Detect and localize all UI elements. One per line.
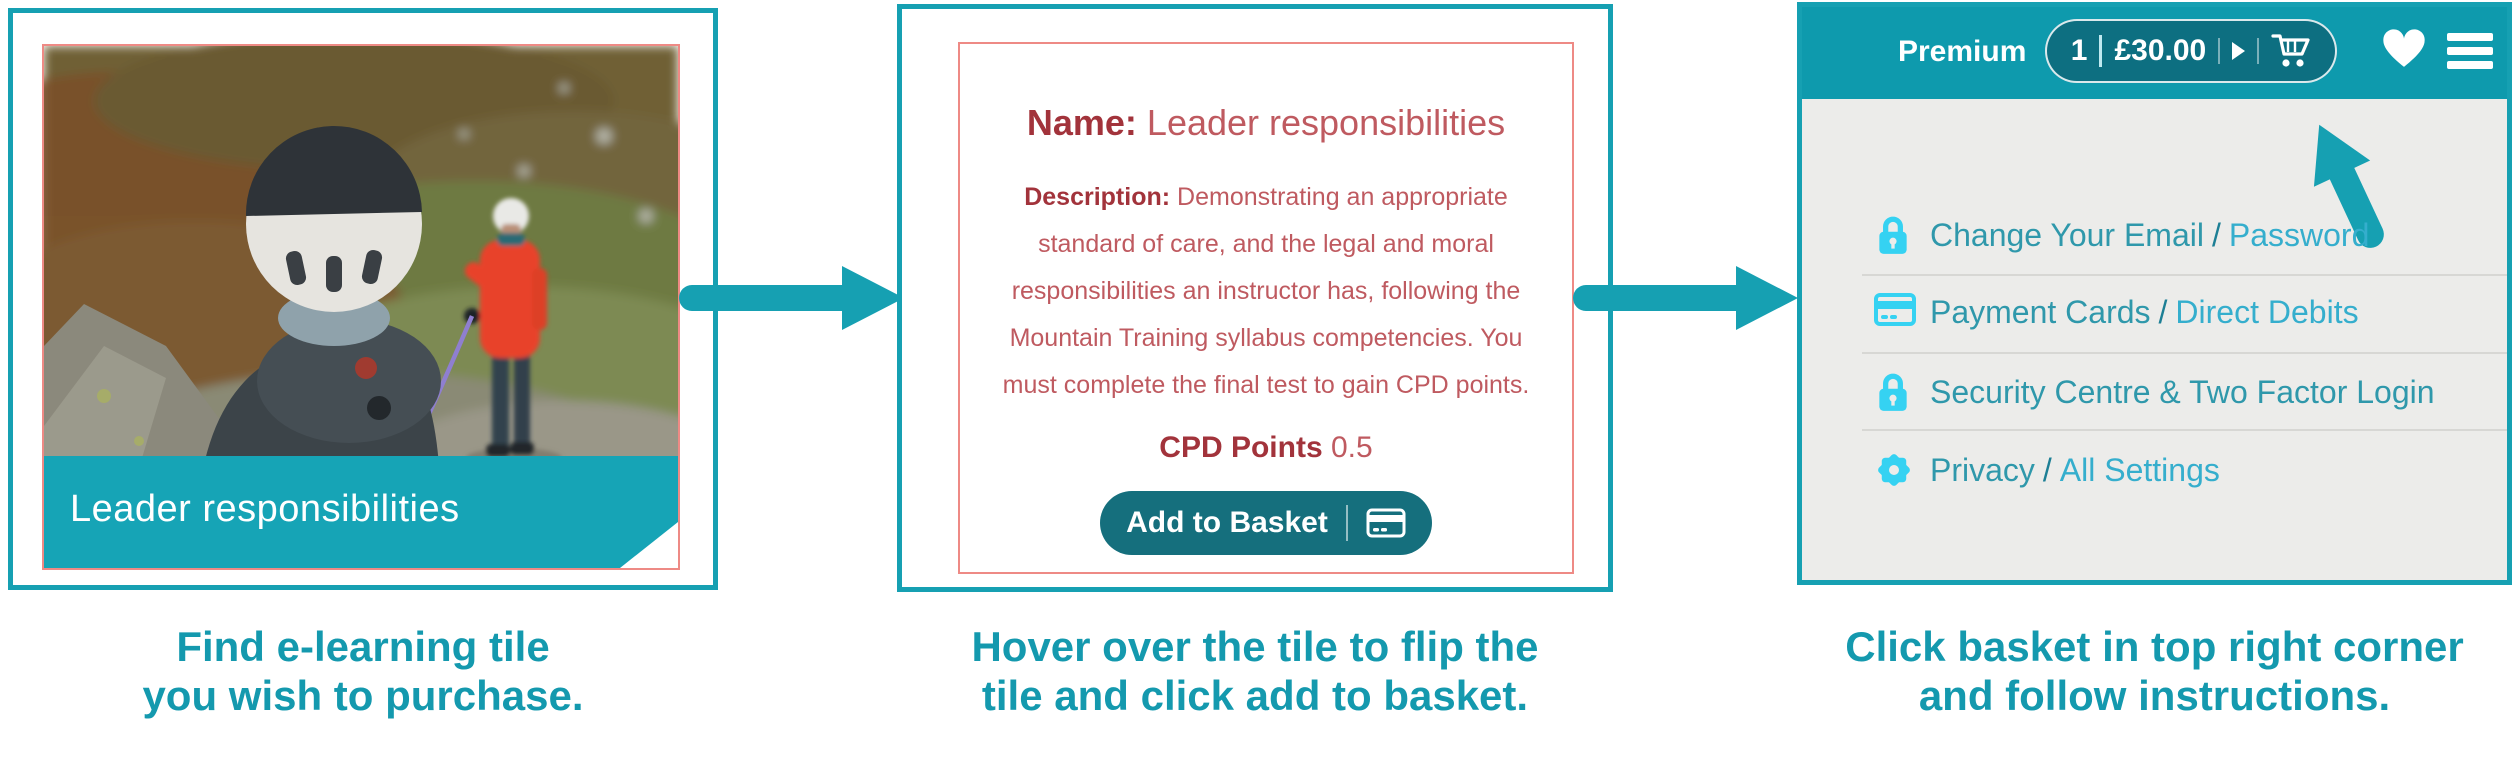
basket-total: £30.00 xyxy=(2114,34,2207,67)
basket-pill-divider xyxy=(2099,35,2102,67)
caption-line: Click basket in top right corner xyxy=(1845,623,2464,670)
caption-line: tile and click add to basket. xyxy=(981,672,1529,719)
elearning-tile-front[interactable] xyxy=(42,44,680,570)
caption-line: you wish to purchase. xyxy=(142,672,584,719)
payment-card-icon xyxy=(1366,507,1406,539)
step2-panel xyxy=(897,4,1613,592)
step3-panel xyxy=(1797,2,2512,585)
payment-card-icon xyxy=(1874,292,1916,328)
menu-item-security-centre[interactable] xyxy=(1802,362,2507,422)
menu-item-label: Security Centre & Two Factor Login xyxy=(1930,374,2435,410)
step1-panel xyxy=(8,8,718,590)
name-label: Name: xyxy=(1026,102,1137,143)
add-to-basket-label: Add to Basket xyxy=(1126,506,1328,539)
menu-divider xyxy=(1862,274,2507,276)
menu-item-change-email-password[interactable] xyxy=(1802,205,2507,265)
name-value: Leader responsibilities xyxy=(1146,102,1506,143)
menu-item-label: Payment Cards / Direct Debits xyxy=(1930,294,2359,330)
shopping-cart-icon[interactable] xyxy=(2271,32,2311,70)
wishlist-heart-icon[interactable] xyxy=(2382,29,2426,69)
membership-badge: Premium xyxy=(1898,35,2027,68)
cpd-label: CPD Points xyxy=(1159,431,1323,464)
caption-line: Find e-learning tile xyxy=(176,623,550,670)
description-text: Demonstrating an appropriate standard of care, and the legal and moral responsibilities an instructor has, following the Mountain Training syllabus competencies. You must complete the final test to gain CPD points. xyxy=(1002,183,1530,399)
tile-name-row xyxy=(960,102,1572,144)
tile-title: Leader responsibilities xyxy=(70,488,460,530)
caption-line: and follow instructions. xyxy=(1918,672,2391,719)
banner-corner-wedge xyxy=(620,522,678,568)
lock-icon xyxy=(1874,215,1912,257)
basket-count: 1 xyxy=(2070,34,2088,67)
cpd-value: 0.5 xyxy=(1330,431,1373,464)
basket-pill-divider-dim xyxy=(2218,38,2220,64)
tile-description xyxy=(996,174,1536,409)
flow-arrow-right-1 xyxy=(672,262,908,334)
step2-caption xyxy=(897,622,1613,720)
menu-item-label: Privacy / All Settings xyxy=(1930,452,2220,488)
basket-summary-button[interactable] xyxy=(2045,19,2337,83)
menu-divider xyxy=(1862,429,2507,431)
button-divider xyxy=(1346,505,1348,541)
menu-item-payment-cards[interactable] xyxy=(1802,282,2507,342)
lock-icon xyxy=(1874,372,1912,414)
description-label: Description: xyxy=(1024,183,1171,211)
menu-divider xyxy=(1862,352,2507,354)
expand-basket-arrow-icon[interactable] xyxy=(2232,42,2245,60)
tile-title-banner xyxy=(44,456,678,568)
flow-arrow-right-2 xyxy=(1566,262,1802,334)
account-header-bar xyxy=(1802,7,2507,99)
menu-hamburger-icon[interactable] xyxy=(2447,33,2493,69)
elearning-tile-back[interactable] xyxy=(958,42,1574,574)
caption-line: Hover over the tile to flip the xyxy=(971,623,1539,670)
step3-caption xyxy=(1797,622,2512,720)
gear-icon xyxy=(1874,450,1914,490)
add-to-basket-button[interactable] xyxy=(1100,491,1432,555)
step1-caption xyxy=(8,622,718,720)
cpd-points-row xyxy=(960,431,1572,465)
menu-item-label: Change Your Email / Password xyxy=(1930,217,2370,253)
basket-pill-divider-dim xyxy=(2257,38,2259,64)
menu-item-privacy-settings[interactable] xyxy=(1802,440,2507,500)
